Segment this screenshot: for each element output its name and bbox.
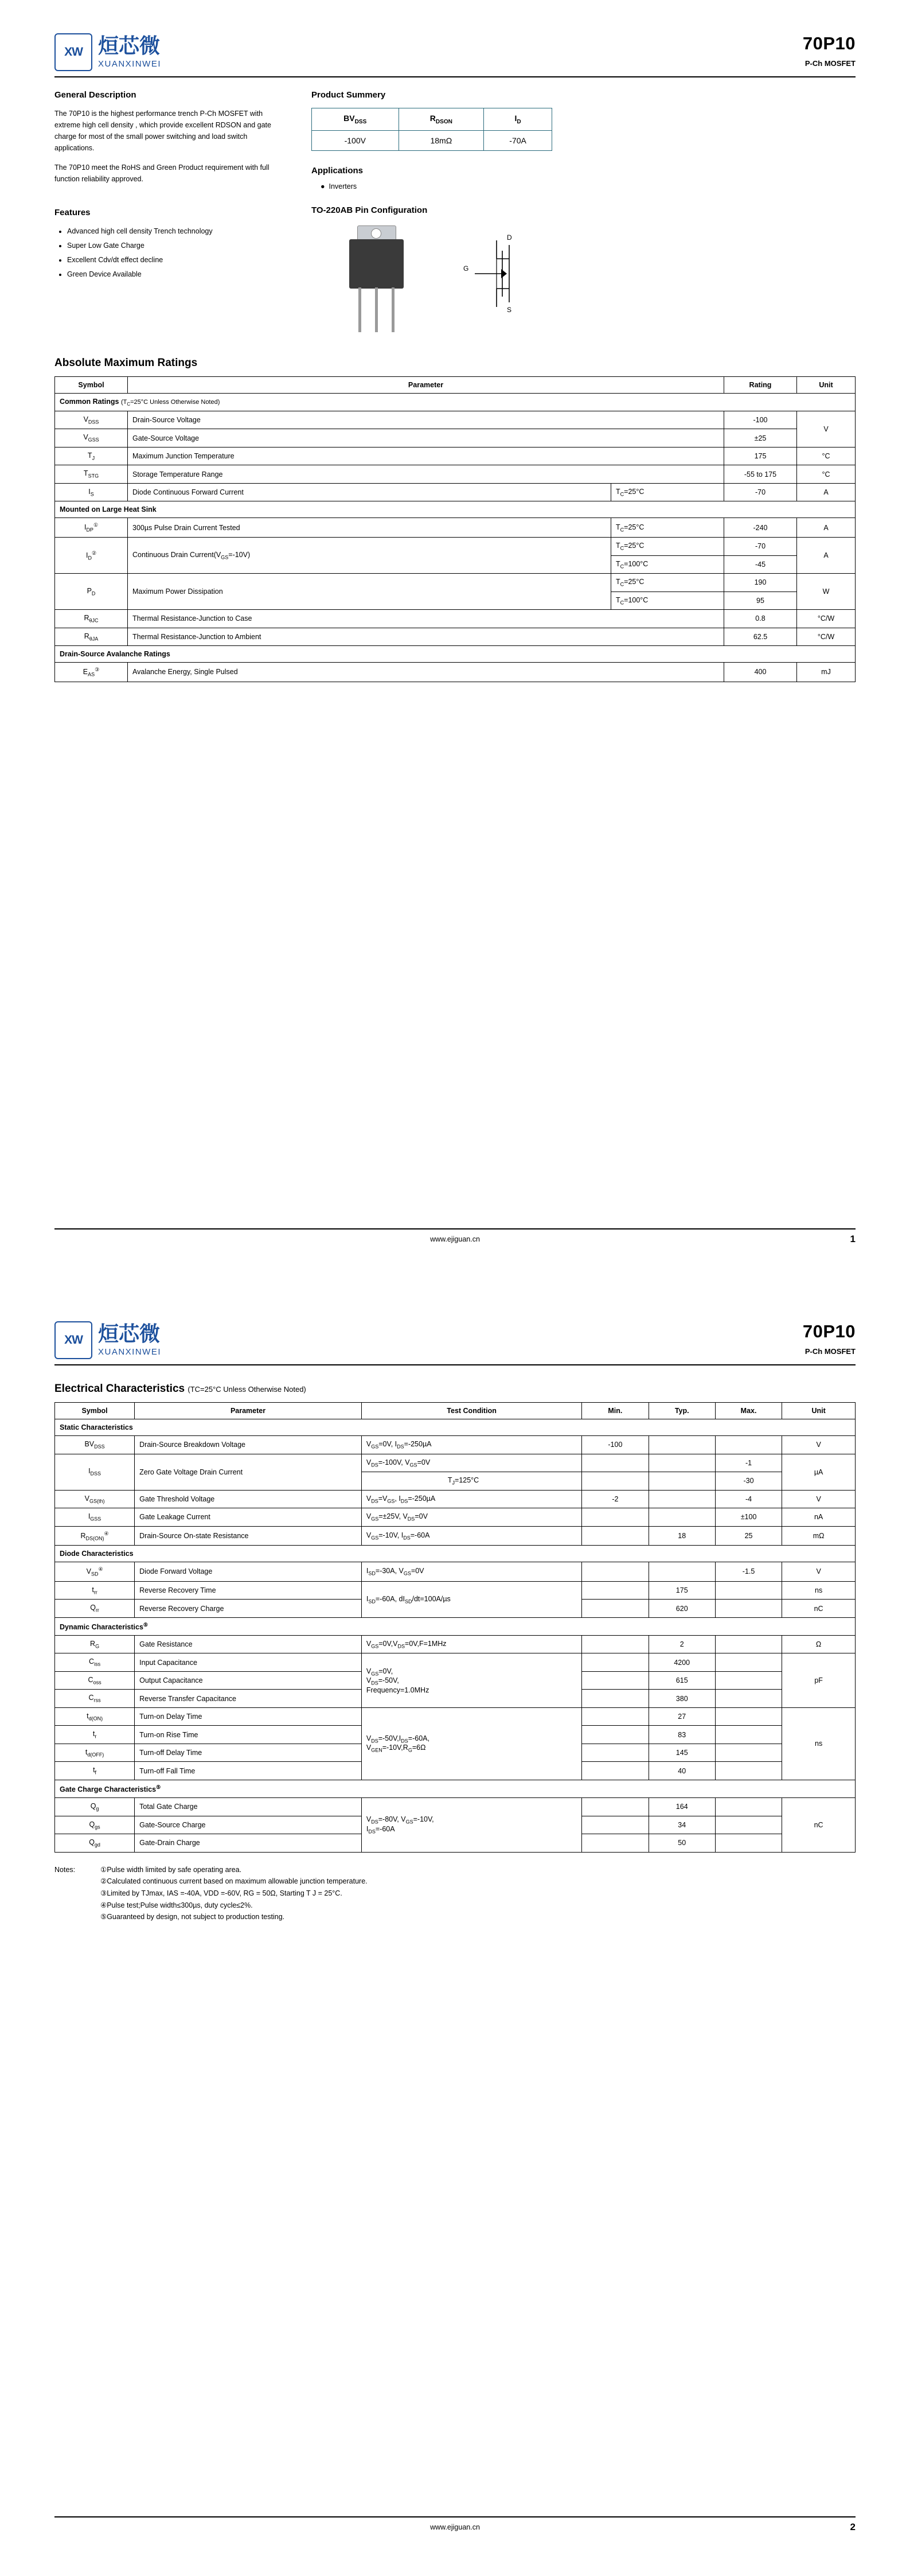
note-item: ①Pulse width limited by safe operating area.	[100, 1865, 242, 1874]
symbol-qgs: $Q_{gs}$	[55, 1816, 135, 1834]
symbol-pd: $P_D$	[55, 574, 128, 610]
company-logo	[54, 33, 161, 71]
param-qg: Total Gate Charge	[135, 1798, 362, 1816]
param-tj: Maximum Junction Temperature	[128, 447, 724, 465]
summary-header-id: $I_D$	[484, 108, 552, 131]
max-tdon	[715, 1707, 782, 1726]
param-coss: Output Capacitance	[135, 1671, 362, 1690]
symbol-vgsth: $V_{GS(th)}$	[55, 1490, 135, 1508]
application-label: Inverters	[329, 182, 357, 190]
typ-idss-2	[649, 1472, 715, 1491]
min-qgd	[582, 1834, 649, 1853]
table-group-row	[55, 1617, 856, 1635]
symbol-crss: $C_{rss}$	[55, 1690, 135, 1708]
summary-value-rdson: 18mΩ	[399, 130, 484, 150]
footer-divider	[54, 2516, 856, 2517]
summary-header-bvdss: $BV_{DSS}$	[312, 108, 399, 131]
table-group-row	[55, 646, 856, 663]
symbol-vsd: $V_{SD}^④$	[55, 1562, 135, 1582]
symbol-tstg: $T_{STG}$	[55, 465, 128, 484]
symbol-qgd: $Q_{gd}$	[55, 1834, 135, 1853]
param-eas: Avalanche Energy, Single Pulsed	[128, 663, 724, 682]
symbol-idp: $I_{DP}^①$	[55, 518, 128, 538]
rating-rthja: 62.5	[724, 628, 797, 646]
min-qrr	[582, 1600, 649, 1618]
param-rdson: Drain-Source On-state Resistance	[135, 1526, 362, 1546]
page2-footer	[54, 2516, 856, 2531]
unit-caps: pF	[782, 1653, 856, 1708]
list-item: • Excellent Cdv/dt effect decline	[67, 253, 284, 267]
symbol-is: $I_S$	[55, 483, 128, 501]
note-item: ⑤Guaranteed by design, not subject to production testing.	[100, 1913, 285, 1921]
param-qgd: Gate-Drain Charge	[135, 1834, 362, 1853]
table-header-row	[55, 1403, 856, 1419]
max-vsd: -1.5	[715, 1562, 782, 1582]
group-label-static: Static Characteristics	[55, 1419, 856, 1436]
cond-idss-2: $T_J=125^\circ C$	[361, 1472, 581, 1491]
product-summery-title: Product Summery	[311, 90, 386, 100]
logo-english-name: XUANXINWEI	[98, 1347, 162, 1357]
datasheet-page-2	[0, 1288, 910, 2576]
ec-title-text: Electrical Characteristics	[54, 1383, 185, 1395]
symbol-tf: $t_f$	[55, 1762, 135, 1780]
symbol-qrr: $Q_{rr}$	[55, 1600, 135, 1618]
unit-vsd: V	[782, 1562, 856, 1582]
max-trr	[715, 1581, 782, 1600]
typ-igss	[649, 1508, 715, 1527]
logo-mark: XW	[54, 33, 92, 71]
logo-chinese-name: 烜芯微	[98, 34, 161, 58]
pin-label-g: G	[463, 264, 469, 273]
package-lead-1	[358, 287, 361, 332]
table-row	[55, 628, 856, 646]
param-tr: Turn-on Rise Time	[135, 1726, 362, 1744]
page1-header	[54, 0, 856, 71]
pin-configuration-title: TO-220AB Pin Configuration	[311, 205, 428, 215]
unit-idss: µA	[782, 1454, 856, 1490]
typ-vsd	[649, 1562, 715, 1582]
param-tf: Turn-off Fall Time	[135, 1762, 362, 1780]
typ-crss: 380	[649, 1690, 715, 1708]
rating-rthjc: 0.8	[724, 610, 797, 628]
pin-label-d: D	[507, 233, 512, 242]
max-idss-1: -1	[715, 1454, 782, 1472]
col-test-condition: Test Condition	[361, 1403, 581, 1419]
cond-bvdss: $V_{GS}=0V$, $I_{DS}=-250\mu A$	[361, 1436, 581, 1454]
list-item: • Super Low Gate Charge	[67, 239, 284, 253]
table-row	[55, 1490, 856, 1508]
cond-gate-charge: $V_{DS}=-80V$, $V_{GS}=-10V$, $I_{DS}=-60A$	[361, 1798, 581, 1853]
cond-pd-100: $T_C=100^\circ C$	[611, 592, 724, 610]
notes-label: Notes:	[54, 1865, 76, 1874]
min-igss	[582, 1508, 649, 1527]
symbol-rg: $R_G$	[55, 1635, 135, 1653]
part-subtitle: P-Ch MOSFET	[804, 59, 856, 68]
group-label-avalanche: Drain-Source Avalanche Ratings	[55, 646, 856, 663]
param-ciss: Input Capacitance	[135, 1653, 362, 1672]
symbol-ciss: $C_{iss}$	[55, 1653, 135, 1672]
pin-label-s: S	[507, 305, 512, 314]
symbol-tdon: $t_{d(ON)}$	[55, 1707, 135, 1726]
param-tstg: Storage Temperature Range	[128, 465, 724, 484]
table-group-row	[55, 1546, 856, 1562]
min-crss	[582, 1690, 649, 1708]
param-rthjc: Thermal Resistance-Junction to Case	[128, 610, 724, 628]
max-tdoff	[715, 1744, 782, 1762]
table-row	[55, 429, 856, 448]
list-item: • Advanced high cell density Trench technology	[67, 224, 284, 239]
typ-ciss: 4200	[649, 1653, 715, 1672]
table-row	[55, 1454, 856, 1472]
typ-qgs: 34	[649, 1816, 715, 1834]
general-description-para-2: The 70P10 meet the RoHS and Green Product requirement with full function reliability approved.	[54, 164, 270, 183]
min-vgsth: -2	[582, 1490, 649, 1508]
typ-rdson: 18	[649, 1526, 715, 1546]
package-body	[349, 239, 404, 289]
group-label-heat-sink: Mounted on Large Heat Sink	[55, 501, 856, 518]
symbol-igss: $I_{GSS}$	[55, 1508, 135, 1527]
col-parameter: Parameter	[128, 376, 724, 393]
typ-tdon: 27	[649, 1707, 715, 1726]
typ-qgd: 50	[649, 1834, 715, 1853]
min-idss-2	[582, 1472, 649, 1491]
max-rdson: 25	[715, 1526, 782, 1546]
rating-pd-100: 95	[724, 592, 797, 610]
unit-tj: °C	[797, 447, 856, 465]
unit-id: A	[797, 538, 856, 574]
rating-pd-25: 190	[724, 574, 797, 592]
param-idss: Zero Gate Voltage Drain Current	[135, 1454, 362, 1490]
applications-title: Applications	[311, 165, 364, 176]
typ-trr: 175	[649, 1581, 715, 1600]
max-bvdss	[715, 1436, 782, 1454]
typ-coss: 615	[649, 1671, 715, 1690]
unit-rdson: mΩ	[782, 1526, 856, 1546]
min-trr	[582, 1581, 649, 1600]
col-unit: Unit	[797, 376, 856, 393]
typ-tf: 40	[649, 1762, 715, 1780]
logo-mark: XW	[54, 1321, 92, 1359]
cond-id-25: $T_C=25^\circ C$	[611, 538, 724, 556]
max-qrr	[715, 1600, 782, 1618]
general-description-title: General Description	[54, 90, 136, 100]
typ-tr: 83	[649, 1726, 715, 1744]
min-qg	[582, 1798, 649, 1816]
unit-switching: ns	[782, 1707, 856, 1780]
rating-id-100: -45	[724, 555, 797, 574]
param-trr: Reverse Recovery Time	[135, 1581, 362, 1600]
col-min: Min.	[582, 1403, 649, 1419]
rating-is: -70	[724, 483, 797, 501]
param-vgsth: Gate Threshold Voltage	[135, 1490, 362, 1508]
summary-value-id: -70A	[484, 130, 552, 150]
typ-bvdss	[649, 1436, 715, 1454]
col-symbol: Symbol	[55, 376, 128, 393]
min-vsd	[582, 1562, 649, 1582]
table-row	[55, 1653, 856, 1672]
symbol-trr: $t_{rr}$	[55, 1581, 135, 1600]
symbol-tj: $T_J$	[55, 447, 128, 465]
cond-switching: $V_{DS}=-50V,I_{DS}=-60A$, $V_{GEN}=-10V,R_G=6\Omega$	[361, 1707, 581, 1780]
symbol-qg: $Q_g$	[55, 1798, 135, 1816]
notes-block	[54, 1864, 856, 1923]
note-item: ②Calculated continuous current based on maximum allowable junction temperature.	[100, 1877, 368, 1886]
symbol-rthja: $R_{\theta JA}$	[55, 628, 128, 646]
table-group-row	[55, 501, 856, 518]
page-number: 1	[850, 1233, 856, 1244]
param-id: Continuous Drain $Current(V_{GS}=-10V)$	[128, 538, 611, 574]
min-rdson	[582, 1526, 649, 1546]
note-item: ④Pulse test;Pulse width≤300µs, duty cycle≤2%.	[100, 1901, 253, 1909]
typ-tdoff: 145	[649, 1744, 715, 1762]
unit-eas: mJ	[797, 663, 856, 682]
table-row	[55, 538, 856, 556]
typ-idss-1	[649, 1454, 715, 1472]
param-rthja: Thermal Resistance-Junction to Ambient	[128, 628, 724, 646]
note-item: ③Limited by TJmax, IAS =-40A, VDD =-60V, RG = 50Ω, Starting T J = 25°C.	[100, 1889, 342, 1897]
rating-idp: -240	[724, 518, 797, 538]
unit-bvdss: V	[782, 1436, 856, 1454]
footer-url[interactable]: www.ejiguan.cn	[430, 1235, 480, 1243]
max-ciss	[715, 1653, 782, 1672]
symbol-tr: $t_r$	[55, 1726, 135, 1744]
unit-is: A	[797, 483, 856, 501]
min-qgs	[582, 1816, 649, 1834]
unit-idp: A	[797, 518, 856, 538]
symbol-tdoff: $t_{d(OFF)}$	[55, 1744, 135, 1762]
min-coss	[582, 1671, 649, 1690]
table-row	[55, 1526, 856, 1546]
table-row	[55, 483, 856, 501]
features-title: Features	[54, 208, 91, 217]
table-row	[55, 574, 856, 592]
symbol-eas: $E_{AS}^③$	[55, 663, 128, 682]
param-bvdss: Drain-Source Breakdown Voltage	[135, 1436, 362, 1454]
application-item: ● Inverters	[321, 182, 357, 190]
general-description-para-1: The 70P10 is the highest performance trench P-Ch MOSFET with extreme high cell density , which provide excellent RDSON and gate charge for most of the small power switching and load switch applications.	[54, 110, 271, 152]
max-rg	[715, 1635, 782, 1653]
package-lead-2	[375, 287, 378, 332]
min-tf	[582, 1762, 649, 1780]
part-number: 70P10	[802, 33, 856, 53]
page2-header	[54, 1288, 856, 1359]
table-row	[55, 518, 856, 538]
cond-trr: $I_{SD}=-60A$, $dI_{SD}/dt=100A/\mu s$	[361, 1581, 581, 1617]
min-rg	[582, 1635, 649, 1653]
max-qg	[715, 1798, 782, 1816]
typ-qrr: 620	[649, 1600, 715, 1618]
table-group-row	[55, 1419, 856, 1436]
col-max: Max.	[715, 1403, 782, 1419]
col-typ: Typ.	[649, 1403, 715, 1419]
max-crss	[715, 1690, 782, 1708]
absolute-maximum-ratings-title: Absolute Maximum Ratings	[54, 356, 198, 369]
mosfet-schematic-symbol	[452, 234, 538, 320]
param-qgs: Gate-Source Charge	[135, 1816, 362, 1834]
table-row	[55, 1436, 856, 1454]
symbol-idss: $I_{DSS}$	[55, 1454, 135, 1490]
unit-rthjc: °C/W	[797, 610, 856, 628]
param-igss: Gate Leakage Current	[135, 1508, 362, 1527]
rating-tstg: -55 to 175	[724, 465, 797, 484]
param-tdon: Turn-on Delay Time	[135, 1707, 362, 1726]
min-idss-1	[582, 1454, 649, 1472]
list-item: • Green Device Available	[67, 267, 284, 282]
cond-igss: $V_{GS}=\pm 25V$, $V_{DS}=0V$	[361, 1508, 581, 1527]
cond-pd-25: $T_C=25^\circ C$	[611, 574, 724, 592]
cond-rg: $V_{GS}=0V,V_{DS}=0V,F=1MHz$	[361, 1635, 581, 1653]
unit-pd: W	[797, 574, 856, 610]
page-number: 2	[850, 2521, 856, 2532]
param-pd: Maximum Power Dissipation	[128, 574, 611, 610]
col-rating: Rating	[724, 376, 797, 393]
unit-trr: ns	[782, 1581, 856, 1600]
table-group-row	[55, 393, 856, 411]
unit-v: V	[797, 411, 856, 447]
min-tdoff	[582, 1744, 649, 1762]
table-row	[55, 610, 856, 628]
col-unit: Unit	[782, 1403, 856, 1419]
part-number: 70P10	[802, 1321, 856, 1341]
unit-tstg: °C	[797, 465, 856, 484]
param-qrr: Reverse Recovery Charge	[135, 1600, 362, 1618]
col-parameter: Parameter	[135, 1403, 362, 1419]
product-summary-table	[311, 108, 552, 151]
unit-vgsth: V	[782, 1490, 856, 1508]
package-mounting-hole	[371, 228, 381, 239]
header-divider	[54, 1364, 856, 1365]
max-qgd	[715, 1834, 782, 1853]
footer-url[interactable]: www.ejiguan.cn	[430, 2523, 480, 2531]
max-tr	[715, 1726, 782, 1744]
max-idss-2: -30	[715, 1472, 782, 1491]
table-row	[55, 1707, 856, 1726]
page1-footer	[54, 1228, 856, 1243]
cond-idss-1: $V_{DS}=-100V$, $V_{GS}=0V$	[361, 1454, 581, 1472]
mosfet-symbol-icon	[452, 234, 538, 320]
typ-vgsth	[649, 1490, 715, 1508]
footer-divider	[54, 1228, 856, 1229]
rating-id-25: -70	[724, 538, 797, 556]
cond-id-100: $T_C=100^\circ C$	[611, 555, 724, 574]
param-vgss: Gate-Source Voltage	[128, 429, 724, 448]
table-group-row	[55, 1780, 856, 1797]
rating-tj: 175	[724, 447, 797, 465]
max-tf	[715, 1762, 782, 1780]
unit-rg: Ω	[782, 1635, 856, 1653]
unit-gate-charge: nC	[782, 1798, 856, 1853]
table-row	[55, 447, 856, 465]
table-header-row	[55, 376, 856, 393]
typ-rg: 2	[649, 1635, 715, 1653]
header-divider	[54, 76, 856, 77]
table-row	[55, 1798, 856, 1816]
table-row	[55, 1508, 856, 1527]
cond-is: $T_C=25^\circ C$	[611, 483, 724, 501]
min-tr	[582, 1726, 649, 1744]
cond-vgsth: $V_{DS}=V_{GS}$, $I_{DS}=-250\mu A$	[361, 1490, 581, 1508]
table-row	[55, 1635, 856, 1653]
unit-rthja: °C/W	[797, 628, 856, 646]
rating-vgss: ±25	[724, 429, 797, 448]
col-symbol: Symbol	[55, 1403, 135, 1419]
param-idp: 300µs Pulse Drain Current Tested	[128, 518, 611, 538]
cond-idp: $T_C=25^\circ C$	[611, 518, 724, 538]
table-row	[55, 411, 856, 429]
typ-qg: 164	[649, 1798, 715, 1816]
rating-eas: 400	[724, 663, 797, 682]
unit-igss: nA	[782, 1508, 856, 1527]
logo-english-name: XUANXINWEI	[98, 59, 162, 69]
symbol-rdson: $R_{DS(ON)}^④$	[55, 1526, 135, 1546]
param-vdss: Drain-Source Voltage	[128, 411, 724, 429]
max-vgsth: -4	[715, 1490, 782, 1508]
features-list	[54, 224, 284, 282]
symbol-vgss: $V_{GSS}$	[55, 429, 128, 448]
min-bvdss: -100	[582, 1436, 649, 1454]
max-qgs	[715, 1816, 782, 1834]
max-coss	[715, 1671, 782, 1690]
table-row	[55, 465, 856, 484]
group-label-gate-charge: Gate Charge Characteristics⑤	[55, 1780, 856, 1797]
logo-chinese-name: 烜芯微	[98, 1322, 161, 1346]
cond-vsd: $I_{SD}=-30A$, $V_{GS}=0V$	[361, 1562, 581, 1582]
param-crss: Reverse Transfer Capacitance	[135, 1690, 362, 1708]
param-vsd: Diode Forward Voltage	[135, 1562, 362, 1582]
group-label-diode: Diode Characteristics	[55, 1546, 856, 1562]
table-row	[55, 1562, 856, 1582]
electrical-characteristics-title	[54, 1383, 856, 1395]
part-subtitle: P-Ch MOSFET	[804, 1347, 856, 1356]
to220ab-package-image	[334, 225, 420, 332]
absolute-maximum-ratings-table	[54, 376, 856, 682]
max-igss: ±100	[715, 1508, 782, 1527]
cond-rdson: $V_{GS}=-10V$, $I_{DS}=-60A$	[361, 1526, 581, 1546]
group-label-dynamic: Dynamic Characteristics⑤	[55, 1617, 856, 1635]
package-lead-3	[392, 287, 395, 332]
table-row	[55, 663, 856, 682]
param-is: Diode Continuous Forward Current	[128, 483, 611, 501]
symbol-id: $I_D^②$	[55, 538, 128, 574]
ec-title-note: (TC=25°C Unless Otherwise Noted)	[188, 1385, 306, 1394]
symbol-rthjc: $R_{\theta JC}$	[55, 610, 128, 628]
param-rg: Gate Resistance	[135, 1635, 362, 1653]
symbol-bvdss: $BV_{DSS}$	[55, 1436, 135, 1454]
param-tdoff: Turn-off Delay Time	[135, 1744, 362, 1762]
min-ciss	[582, 1653, 649, 1672]
min-tdon	[582, 1707, 649, 1726]
electrical-characteristics-table	[54, 1402, 856, 1853]
cond-caps: $V_{GS}=0V$, $V_{DS}=-50V$, Frequency=1.0MHz	[361, 1653, 581, 1708]
symbol-coss: $C_{oss}$	[55, 1671, 135, 1690]
company-logo	[54, 1321, 161, 1359]
group-label-common-ratings: Common Ratings ($T_C=25^\circ C$ Unless Otherwise Noted)	[55, 393, 856, 411]
package-drawing-area	[311, 225, 856, 332]
symbol-vdss: $V_{DSS}$	[55, 411, 128, 429]
rating-vdss: -100	[724, 411, 797, 429]
summary-value-bvdss: -100V	[312, 130, 399, 150]
summary-header-rdson: $R_{DSON}$	[399, 108, 484, 131]
unit-qrr: nC	[782, 1600, 856, 1618]
table-row	[55, 1581, 856, 1600]
